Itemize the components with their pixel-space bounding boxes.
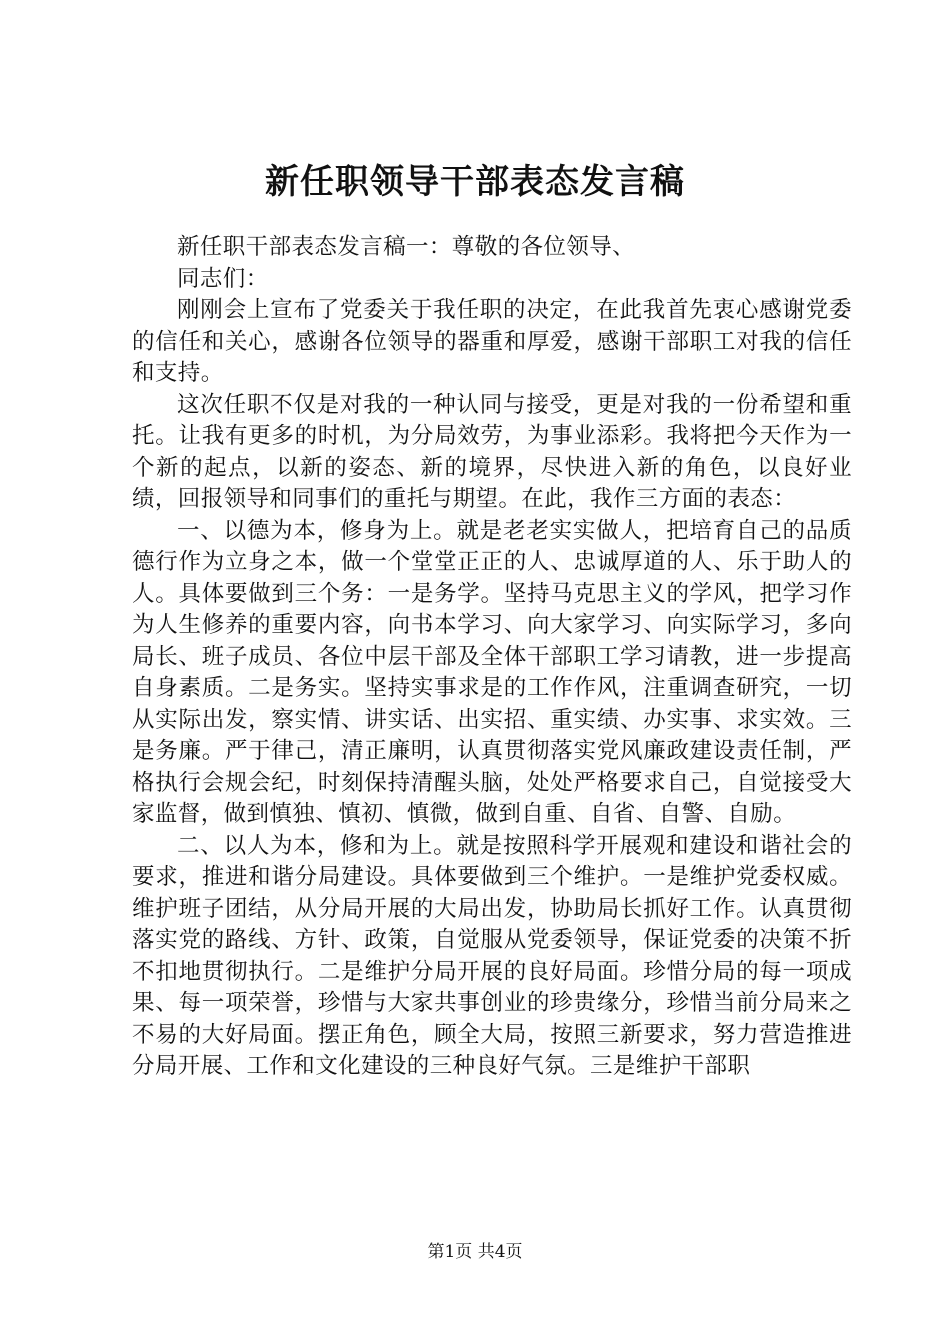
paragraph-thanks: 刚刚会上宣布了党委关于我任职的决定，在此我首先衷心感谢党委的信任和关心，感谢各位领导的器重和厚爱，感谢干部职工对我的信任和支持。 xyxy=(132,297,852,386)
paragraph-commitment: 这次任职不仅是对我的一种认同与接受，更是对我的一份希望和重托。让我有更多的时机，为分局效劳，为事业添彩。我将把今天作为一个新的起点，以新的姿态、新的境界，尽快进入新的角色，以良好业绩，回报领导和同事们的重托与期望。在此，我作三方面的表态： xyxy=(132,391,852,512)
paragraph-salutation: 同志们： xyxy=(177,265,269,292)
document-title: 新任职领导干部表态发言稿 xyxy=(265,162,685,202)
paragraph-greeting: 新任职干部表态发言稿一：尊敬的各位领导、 xyxy=(177,234,636,260)
page-number-footer: 第1页 共4页 xyxy=(427,1242,523,1262)
document-body xyxy=(132,232,852,1083)
paragraph-point-one: 一、以德为本，修身为上。就是老老实实做人，把培育自己的品质德行作为立身之本，做一个堂堂正正的人、忠诚厚道的人、乐于助人的人。具体要做到三个务：一是务学。坚持马克思主义的学风，把学习作为人生修养的重要内容，向书本学习、向大家学习、向实际学习，多向局长、班子成员、各位中层干部及全体干部职工学习请教，进一步提高自身素质。二是务实。坚持实事求是的工作作风，注重调查研究，一切从实际出发，察实情、讲实话、出实招、重实绩、办实事、求实效。三是务廉。严于律己，清正廉明，认真贯彻落实党风廉政建设责任制，严格执行会规会纪，时刻保持清醒头脑，处处严格要求自己，自觉接受大家监督，做到慎独、慎初、慎微，做到自重、自省、自警、自励。 xyxy=(132,517,852,827)
paragraph-point-two: 二、以人为本，修和为上。就是按照科学开展观和建设和谐社会的要求，推进和谐分局建设。具体要做到三个维护。一是维护党委权威。维护班子团结，从分局开展的大局出发，协助局长抓好工作。认真贯彻落实党的路线、方针、政策，自觉服从党委领导，保证党委的决策不折不扣地贯彻执行。二是维护分局开展的良好局面。珍惜分局的每一项成果、每一项荣誉，珍惜与大家共事创业的珍贵缘分，珍惜当前分局来之不易的大好局面。摆正角色，顾全大局，按照三新要求，努力营造推进分局开展、工作和文化建设的三种良好气氛。三是维护干部职 xyxy=(132,832,852,1079)
